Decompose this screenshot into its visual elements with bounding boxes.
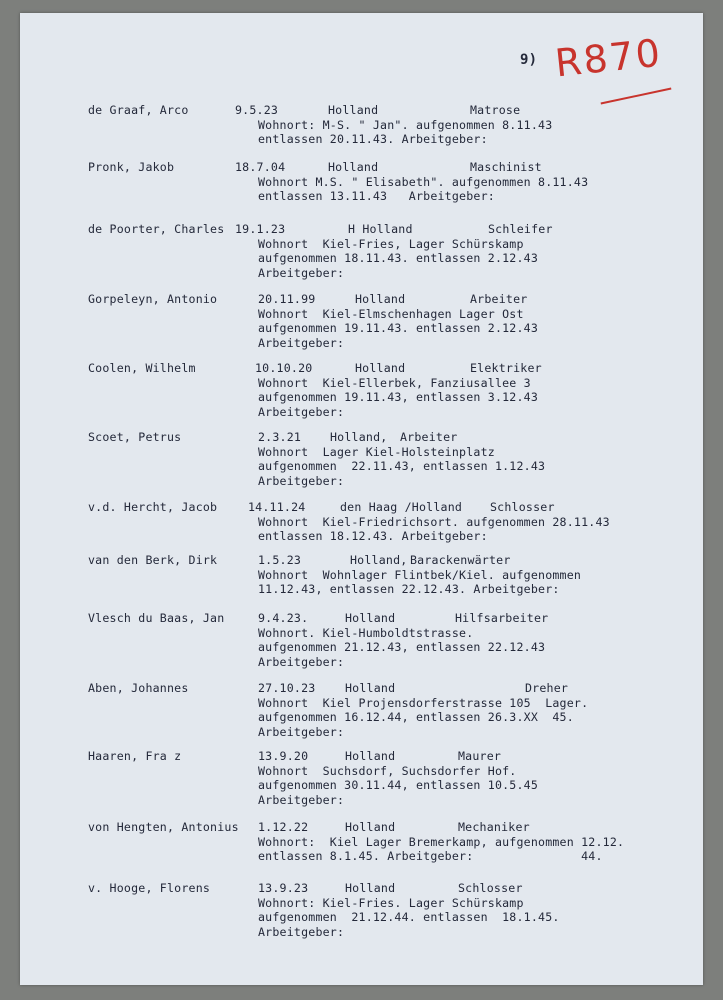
- entry-birth-date: 20.11.99: [258, 292, 316, 306]
- entry-birth-date: 27.10.23: [258, 681, 316, 695]
- entry-detail-line: Wohnort Kiel-Ellerbek, Fanziusallee 3: [258, 375, 531, 390]
- entry-occupation: Matrose: [470, 103, 521, 117]
- entry-detail-line: Wohnort Wohnlager Flintbek/Kiel. aufgenommen: [258, 567, 582, 582]
- entry-detail-line: aufgenommen 30.11.44, entlassen 10.5.45: [258, 778, 539, 792]
- entry-detail-line: Wohnort: M-S. " Jan". aufgenommen 8.11.43: [258, 117, 553, 132]
- entry-detail-line: Wohnort Kiel-Friedrichsort. aufgenommen 28.11.43: [258, 514, 610, 529]
- entry-birth-date: 1.12.22: [258, 820, 309, 834]
- entry-detail-line: entlassen 8.1.45. Arbeitgeber: 44.: [258, 849, 603, 863]
- entry-origin: Holland: [345, 749, 396, 763]
- entry-detail-line: Arbeitgeber:: [258, 924, 345, 939]
- entry-birth-date: 13.9.23: [258, 881, 309, 895]
- entry-occupation: Mechaniker: [458, 820, 530, 834]
- entry-detail-line: aufgenommen 21.12.44. entlassen 18.1.45.: [258, 910, 560, 924]
- entry-detail-line: Arbeitgeber:: [258, 792, 345, 807]
- entry-name: Haaren, Fra z: [88, 749, 182, 763]
- entry-origin: Holland: [345, 681, 396, 695]
- entry-occupation: Arbeiter: [470, 292, 528, 306]
- entry-detail-line: Wohnort Kiel Projensdorferstrasse 105 Lager.: [258, 695, 589, 710]
- entry-detail-line: Wohnort Suchsdorf, Suchsdorfer Hof.: [258, 763, 517, 778]
- entry-detail-line: Wohnort Kiel-Elmschenhagen Lager Ost: [258, 306, 524, 321]
- entry-occupation: Schleifer: [488, 222, 553, 236]
- entry-name: de Graaf, Arco: [88, 103, 189, 117]
- entry-birth-date: 14.11.24: [248, 500, 306, 514]
- entry-origin: Holland: [328, 103, 379, 117]
- entry-occupation: Schlosser: [490, 500, 555, 514]
- entry-origin: Holland: [345, 611, 396, 625]
- entry-occupation: Maurer: [458, 749, 502, 763]
- entry-occupation: Maschinist: [470, 160, 542, 174]
- entry-birth-date: 19.1.23: [235, 222, 286, 236]
- entry-detail-line: aufgenommen 19.11.43, entlassen 3.12.43: [258, 390, 539, 404]
- entry-origin: Holland,: [330, 430, 388, 444]
- entry-detail-line: Wohnort Lager Kiel-Holsteinplatz: [258, 444, 495, 459]
- entry-origin: Holland: [328, 160, 379, 174]
- entry-origin: Holland: [355, 292, 406, 306]
- entry-occupation: Elektriker: [470, 361, 542, 375]
- entry-birth-date: 9.5.23: [235, 103, 279, 117]
- entry-occupation: Dreher: [525, 681, 569, 695]
- entry-detail-line: Arbeitgeber:: [258, 654, 345, 669]
- entry-detail-line: Arbeitgeber:: [258, 473, 345, 488]
- entry-name: Aben, Johannes: [88, 681, 189, 695]
- entry-origin: den Haag /Holland: [340, 500, 463, 514]
- entry-origin: Holland,: [350, 553, 408, 567]
- entry-detail-line: entlassen 18.12.43. Arbeitgeber:: [258, 529, 488, 543]
- entry-name: Pronk, Jakob: [88, 160, 175, 174]
- entry-birth-date: 13.9.20: [258, 749, 309, 763]
- entry-detail-line: aufgenommen 18.11.43. entlassen 2.12.43: [258, 251, 539, 265]
- entry-detail-line: entlassen 13.11.43 Arbeitgeber:: [258, 189, 495, 203]
- entry-name: v.d. Hercht, Jacob: [88, 500, 218, 514]
- entry-detail-line: Wohnort. Kiel-Humboldtstrasse.: [258, 625, 474, 640]
- archive-number-stamp: R870: [552, 30, 664, 86]
- entry-birth-date: 1.5.23: [258, 553, 302, 567]
- entry-occupation: Hilfsarbeiter: [455, 611, 549, 625]
- entry-name: van den Berk, Dirk: [88, 553, 218, 567]
- entry-birth-date: 18.7.04: [235, 160, 286, 174]
- entry-name: de Poorter, Charles: [88, 222, 225, 236]
- entry-origin: Holland: [345, 820, 396, 834]
- entry-birth-date: 2.3.21: [258, 430, 302, 444]
- entry-detail-line: aufgenommen 21.12.43, entlassen 22.12.43: [258, 640, 546, 654]
- entry-detail-line: Arbeitgeber:: [258, 724, 345, 739]
- entry-birth-date: 9.4.23.: [258, 611, 309, 625]
- entry-origin: Holland: [345, 881, 396, 895]
- entry-birth-date: 10.10.20: [255, 361, 313, 375]
- entry-detail-line: 11.12.43, entlassen 22.12.43. Arbeitgeber:: [258, 582, 560, 596]
- entry-occupation: Barackenwärter: [410, 553, 511, 567]
- entry-occupation: Arbeiter: [400, 430, 458, 444]
- entry-detail-line: Wohnort Kiel-Fries, Lager Schürskamp: [258, 236, 524, 251]
- entry-name: Scoet, Petrus: [88, 430, 182, 444]
- entry-name: Vlesch du Baas, Jan: [88, 611, 225, 625]
- entry-detail-line: entlassen 20.11.43. Arbeitgeber:: [258, 132, 488, 146]
- entry-detail-line: Wohnort M.S. " Elisabeth". aufgenommen 8.11.43: [258, 174, 589, 189]
- entry-detail-line: Wohnort: Kiel-Fries. Lager Schürskamp: [258, 895, 524, 910]
- entry-detail-line: Arbeitgeber:: [258, 335, 345, 350]
- entry-detail-line: aufgenommen 19.11.43. entlassen 2.12.43: [258, 321, 539, 335]
- entry-name: Gorpeleyn, Antonio: [88, 292, 218, 306]
- entry-name: von Hengten, Antonius: [88, 820, 239, 834]
- entry-detail-line: Arbeitgeber:: [258, 265, 345, 280]
- entry-detail-line: aufgenommen 16.12.44, entlassen 26.3.XX 45.: [258, 710, 574, 724]
- entry-origin: H Holland: [348, 222, 413, 236]
- entry-occupation: Schlosser: [458, 881, 523, 895]
- entry-name: v. Hooge, Florens: [88, 881, 211, 895]
- entry-name: Coolen, Wilhelm: [88, 361, 196, 375]
- entry-detail-line: Wohnort: Kiel Lager Bremerkamp, aufgenommen 12.12.: [258, 834, 625, 849]
- page-number: 9): [520, 52, 538, 68]
- entry-origin: Holland: [355, 361, 406, 375]
- entry-detail-line: aufgenommen 22.11.43, entlassen 1.12.43: [258, 459, 546, 473]
- entry-detail-line: Arbeitgeber:: [258, 404, 345, 419]
